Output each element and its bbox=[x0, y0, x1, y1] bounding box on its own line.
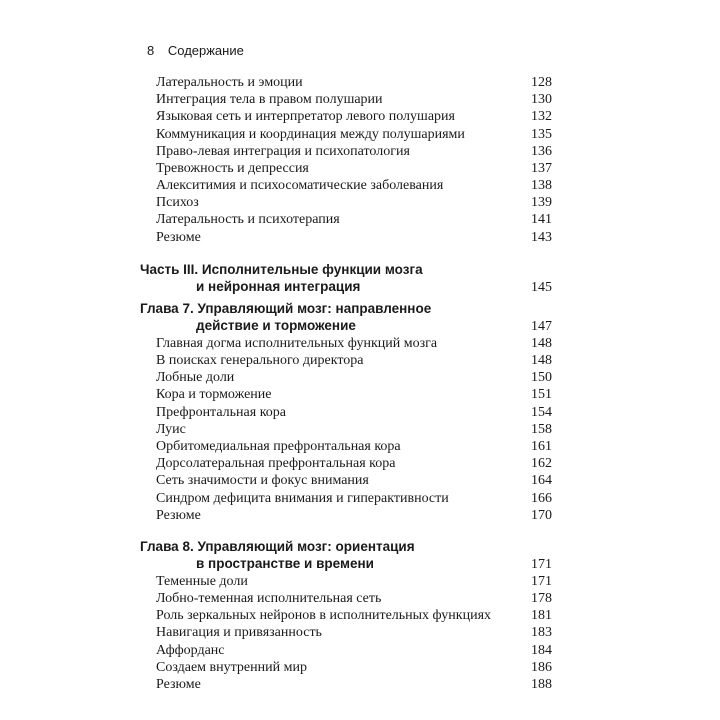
toc-entry-title: Аффорданс bbox=[156, 642, 225, 658]
toc-entry-title: Психоз bbox=[156, 195, 199, 211]
toc-entry-page: 143 bbox=[531, 229, 552, 245]
toc-entry-page: 178 bbox=[531, 591, 552, 607]
toc-entry-title: Создаем внутренний мир bbox=[156, 659, 307, 675]
toc-entry bbox=[140, 507, 552, 524]
toc-entry-title: Орбитомедиальная префронтальная кора bbox=[156, 438, 401, 454]
chapter-heading-line1: Глава 7. Управляющий мозг: направленное bbox=[140, 300, 432, 316]
toc-entry-page: 136 bbox=[531, 143, 552, 159]
toc-entry bbox=[140, 386, 552, 403]
toc-entry-title: Сеть значимости и фокус внимания bbox=[156, 473, 369, 489]
toc-entry-page: 148 bbox=[531, 335, 552, 351]
toc-entry bbox=[140, 455, 552, 472]
toc-entry-title: Теменные доли bbox=[156, 573, 248, 589]
toc-entry-title: Синдром дефицита внимания и гиперактивности bbox=[156, 490, 449, 506]
toc-entry-title: Алекситимия и психосоматические заболевания bbox=[156, 178, 444, 194]
toc-entry-title: В поисках генерального директора bbox=[156, 353, 364, 369]
toc-entry-title: Луис bbox=[156, 421, 186, 437]
toc-entry bbox=[140, 642, 552, 659]
part-heading bbox=[140, 261, 552, 296]
toc-entry bbox=[140, 369, 552, 386]
toc-entry-page: 132 bbox=[531, 109, 552, 125]
toc-entry-page: 135 bbox=[531, 126, 552, 142]
toc-entry bbox=[140, 404, 552, 421]
toc-entry-page: 186 bbox=[531, 659, 552, 675]
toc-entry-page: 188 bbox=[531, 677, 552, 693]
toc-entry-title: Резюме bbox=[156, 507, 201, 523]
chapter-entries-list bbox=[140, 573, 552, 693]
toc-entry-page: 184 bbox=[531, 642, 552, 658]
toc-entry-page: 128 bbox=[531, 74, 552, 90]
toc-entry-page: 161 bbox=[531, 438, 552, 454]
toc-entry bbox=[140, 194, 552, 211]
toc-entry bbox=[140, 143, 552, 160]
toc-entry bbox=[140, 676, 552, 693]
toc-entry-title: Тревожность и депрессия bbox=[156, 160, 309, 176]
toc-entry bbox=[140, 625, 552, 642]
toc-entry-title: Право-левая интеграция и психопатология bbox=[156, 143, 410, 159]
section-entries-list bbox=[140, 74, 552, 246]
part-heading-line2: и нейронная интеграция bbox=[196, 279, 361, 295]
toc-entry bbox=[140, 229, 552, 246]
toc-entry-title: Интеграция тела в правом полушарии bbox=[156, 92, 383, 108]
toc-entry bbox=[140, 421, 552, 438]
toc-entry-title: Навигация и привязанность bbox=[156, 625, 322, 641]
running-header bbox=[147, 43, 244, 58]
toc-entry-title: Дорсолатеральная префронтальная кора bbox=[156, 456, 396, 472]
toc-entry-page: 138 bbox=[531, 178, 552, 194]
table-of-contents bbox=[140, 74, 552, 693]
toc-entry bbox=[140, 590, 552, 607]
toc-entry-page: 141 bbox=[531, 212, 552, 228]
toc-entry bbox=[140, 490, 552, 507]
toc-entry-page: 166 bbox=[531, 490, 552, 506]
chapter-entries-list bbox=[140, 335, 552, 524]
toc-entry-page: 151 bbox=[531, 387, 552, 403]
toc-entry-title: Коммуникация и координация между полушариями bbox=[156, 126, 465, 142]
toc-entry bbox=[140, 438, 552, 455]
toc-entry-page: 183 bbox=[531, 625, 552, 641]
chapter-heading-page: 171 bbox=[531, 556, 552, 572]
toc-entry bbox=[140, 212, 552, 229]
toc-entry-page: 181 bbox=[531, 608, 552, 624]
toc-entry-title: Латеральность и эмоции bbox=[156, 74, 303, 90]
chapter-heading-line2: действие и торможение bbox=[196, 318, 356, 334]
toc-entry-page: 137 bbox=[531, 160, 552, 176]
toc-entry-title: Латеральность и психотерапия bbox=[156, 212, 340, 228]
toc-entry bbox=[140, 126, 552, 143]
toc-entry-title: Кора и торможение bbox=[156, 387, 272, 403]
chapter-heading-page: 147 bbox=[531, 318, 552, 334]
chapter-heading-line2: в пространстве и времени bbox=[196, 556, 374, 572]
toc-entry-title: Лобно-теменная исполнительная сеть bbox=[156, 591, 382, 607]
toc-entry bbox=[140, 91, 552, 108]
chapter-heading-line1: Глава 8. Управляющий мозг: ориентация bbox=[140, 538, 415, 554]
toc-entry-page: 150 bbox=[531, 370, 552, 386]
toc-entry-page: 171 bbox=[531, 573, 552, 589]
chapter-heading bbox=[140, 300, 552, 335]
toc-entry bbox=[140, 177, 552, 194]
toc-entry bbox=[140, 160, 552, 177]
toc-entry bbox=[140, 108, 552, 125]
toc-entry-title: Резюме bbox=[156, 229, 201, 245]
toc-entry-title: Роль зеркальных нейронов в исполнительных функциях bbox=[156, 608, 492, 624]
toc-entry-page: 170 bbox=[531, 507, 552, 523]
header-page-number: 8 bbox=[147, 43, 155, 58]
toc-entry-title: Лобные доли bbox=[156, 370, 235, 386]
toc-entry-page: 130 bbox=[531, 92, 552, 108]
chapter-heading bbox=[140, 538, 552, 573]
toc-entry bbox=[140, 352, 552, 369]
toc-entry bbox=[140, 659, 552, 676]
toc-entry-page: 154 bbox=[531, 404, 552, 420]
header-title: Содержание bbox=[167, 43, 244, 58]
toc-entry-title: Префронтальная кора bbox=[156, 404, 287, 420]
toc-entry-title: Языковая сеть и интерпретатор левого полушария bbox=[156, 109, 455, 125]
toc-entry bbox=[140, 607, 552, 624]
toc-entry-page: 164 bbox=[531, 473, 552, 489]
toc-entry bbox=[140, 573, 552, 590]
toc-entry bbox=[140, 472, 552, 489]
toc-entry-page: 162 bbox=[531, 456, 552, 472]
toc-entry-page: 158 bbox=[531, 421, 552, 437]
part-heading-line1: Часть III. Исполнительные функции мозга bbox=[140, 261, 423, 277]
toc-entry bbox=[140, 74, 552, 91]
toc-entry-title: Резюме bbox=[156, 677, 201, 693]
toc-entry-page: 139 bbox=[531, 195, 552, 211]
toc-entry-page: 148 bbox=[531, 353, 552, 369]
part-heading-page: 145 bbox=[531, 279, 552, 295]
toc-entry bbox=[140, 335, 552, 352]
toc-entry-title: Главная догма исполнительных функций мозга bbox=[156, 335, 438, 351]
